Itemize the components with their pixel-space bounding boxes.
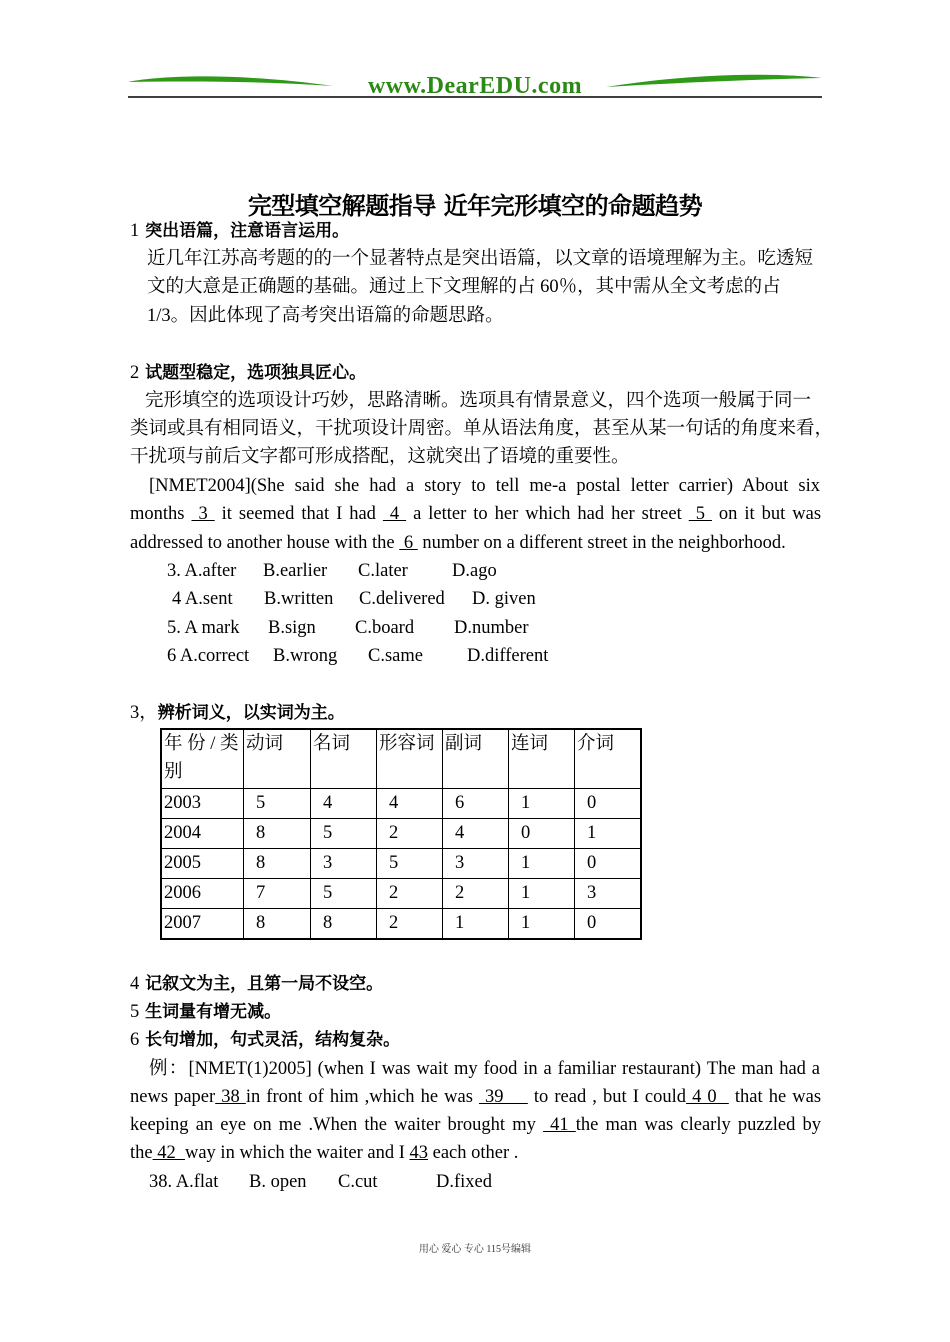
option-item: D. given [472, 589, 536, 609]
table-cell: 2 [443, 879, 509, 909]
table-cell: 8 [244, 849, 311, 879]
section-6-heading: 6 长句增加，句式灵活，结构复杂。 [130, 1030, 401, 1050]
table-cell: 1 [509, 849, 575, 879]
blank-5: 5 [688, 504, 712, 524]
example-line: news paper 38 in front of him ,which he was 39 to read , but I could 4 0 that he was [130, 1087, 822, 1107]
option-item: D.ago [452, 561, 497, 581]
blank-43: 43 [409, 1143, 428, 1163]
table-header-cell: 年 份 / 类别 [161, 729, 244, 789]
word-class-table [160, 728, 642, 940]
table-cell: 1 [575, 819, 642, 849]
option-item: C.later [358, 561, 408, 581]
table-cell: 5 [377, 849, 443, 879]
blank-41: 41 [542, 1115, 576, 1135]
blank-3: 3 [191, 504, 215, 524]
section-2-heading: 2 试题型稳定，选项独具匠心。 [130, 363, 367, 383]
table-cell: 2003 [161, 789, 244, 819]
table-row [161, 879, 641, 909]
option-item: C.same [368, 646, 423, 666]
section-2-line: 类词或具有相同语义，干扰项设计周密。单从语法角度，甚至从某一句话的角度来看， [130, 419, 834, 439]
table-row [161, 909, 641, 940]
option-item: B.wrong [273, 646, 338, 666]
section-1-line: 1/3。因此体现了高考突出语篇的命题思路。 [147, 306, 504, 326]
table-cell: 0 [575, 909, 642, 940]
section-3-heading: 3，辨析词义，以实词为主。 [130, 703, 345, 723]
table-cell: 5 [244, 789, 311, 819]
option-item: C.board [355, 618, 415, 638]
blank-4: 4 [382, 504, 407, 524]
table-cell: 2006 [161, 879, 244, 909]
table-cell: 3 [311, 849, 377, 879]
table-cell: 7 [244, 879, 311, 909]
option-item: 4 A.sent [172, 589, 233, 609]
option-item: 38. A.flat [149, 1172, 219, 1192]
table-cell: 2 [377, 909, 443, 940]
table-header-cell: 副词 [443, 729, 509, 789]
option-item: B.earlier [263, 561, 328, 581]
table-row [161, 789, 641, 819]
table-header-cell: 动词 [244, 729, 311, 789]
blank-42: 42 [152, 1143, 185, 1163]
section-1-line: 近几年江苏高考题的的一个显著特点是突出语篇，以文章的语境理解为主。吃透短 [147, 249, 814, 269]
table-cell: 1 [509, 789, 575, 819]
blank-38: 38 [215, 1087, 246, 1107]
example-line: the 42 way in which the waiter and I 43 each other . [130, 1143, 519, 1163]
table-cell: 4 [311, 789, 377, 819]
table-header-cell: 介词 [575, 729, 642, 789]
table-cell: 0 [575, 849, 642, 879]
option-item: B. open [249, 1172, 307, 1192]
option-item: C.cut [338, 1172, 378, 1192]
section-1-heading: 1 突出语篇，注意语言运用。 [130, 221, 350, 241]
site-header-banner [128, 70, 822, 104]
option-item: 5. A mark [167, 618, 240, 638]
example-line: 例：[NMET(1)2005] (when I was wait my food in a familiar restaurant) The man had a [149, 1059, 820, 1079]
table-cell: 2 [377, 879, 443, 909]
blank-39: 39 [478, 1087, 528, 1107]
table-row [161, 819, 641, 849]
table-cell: 0 [509, 819, 575, 849]
table-cell: 4 [377, 789, 443, 819]
table-cell: 5 [311, 879, 377, 909]
table-cell: 3 [443, 849, 509, 879]
table-cell: 8 [244, 909, 311, 940]
table-header-cell: 名词 [311, 729, 377, 789]
table-cell: 8 [244, 819, 311, 849]
table-header-cell: 连词 [509, 729, 575, 789]
passage-line: months 3 it seemed that I had 4 a letter to her which had her street 5 on it but was [130, 504, 822, 524]
option-item: C.delivered [359, 589, 445, 609]
table-cell: 1 [443, 909, 509, 940]
table-cell: 3 [575, 879, 642, 909]
table-cell: 2004 [161, 819, 244, 849]
option-item: D.different [467, 646, 549, 666]
table-cell: 1 [509, 879, 575, 909]
table-cell: 6 [443, 789, 509, 819]
table-row [161, 849, 641, 879]
blank-6: 6 [399, 533, 418, 553]
option-item: 3. A.after [167, 561, 237, 581]
option-item: D.number [454, 618, 529, 638]
section-2-line: 完形填空的选项设计巧妙，思路清晰。选项具有情景意义，四个选项一般属于同一 [145, 391, 812, 411]
option-item: B.sign [268, 618, 316, 638]
section-5-heading: 5 生词量有增无减。 [130, 1002, 282, 1022]
table-header-cell: 形容词 [377, 729, 443, 789]
table-cell: 2005 [161, 849, 244, 879]
table-cell: 2 [377, 819, 443, 849]
section-4-heading: 4 记叙文为主，且第一局不设空。 [130, 974, 384, 994]
example-line: keeping an eye on me .When the waiter brought my 41 the man was clearly puzzled by [130, 1115, 822, 1135]
page-title: 完型填空解题指导 近年完形填空的命题趋势 [247, 192, 703, 220]
table-cell: 1 [509, 909, 575, 940]
passage-line: [NMET2004](She said she had a story to tell me-a postal letter carrier) About six [149, 476, 820, 496]
option-item: D.fixed [436, 1172, 492, 1192]
option-item: 6 A.correct [167, 646, 250, 666]
page-footer: 用心 爱心 专心 115号编辑 [418, 1244, 532, 1255]
site-logo: www.DearEDU.com [367, 73, 583, 99]
table-header-row [161, 729, 641, 789]
table-cell: 2007 [161, 909, 244, 940]
passage-line: addressed to another house with the 6 number on a different street in the neighborhood. [130, 533, 786, 553]
section-2-line: 干扰项与前后文字都可形成搭配，这就突出了语境的重要性。 [130, 447, 630, 467]
section-1-line: 文的大意是正确题的基础。通过上下文理解的占 60％，其中需从全文考虑的占 [147, 277, 781, 297]
table-cell: 0 [575, 789, 642, 819]
table-cell: 4 [443, 819, 509, 849]
table-cell: 8 [311, 909, 377, 940]
blank-40: 4 0 [686, 1087, 729, 1107]
option-item: B.written [264, 589, 334, 609]
table-cell: 5 [311, 819, 377, 849]
